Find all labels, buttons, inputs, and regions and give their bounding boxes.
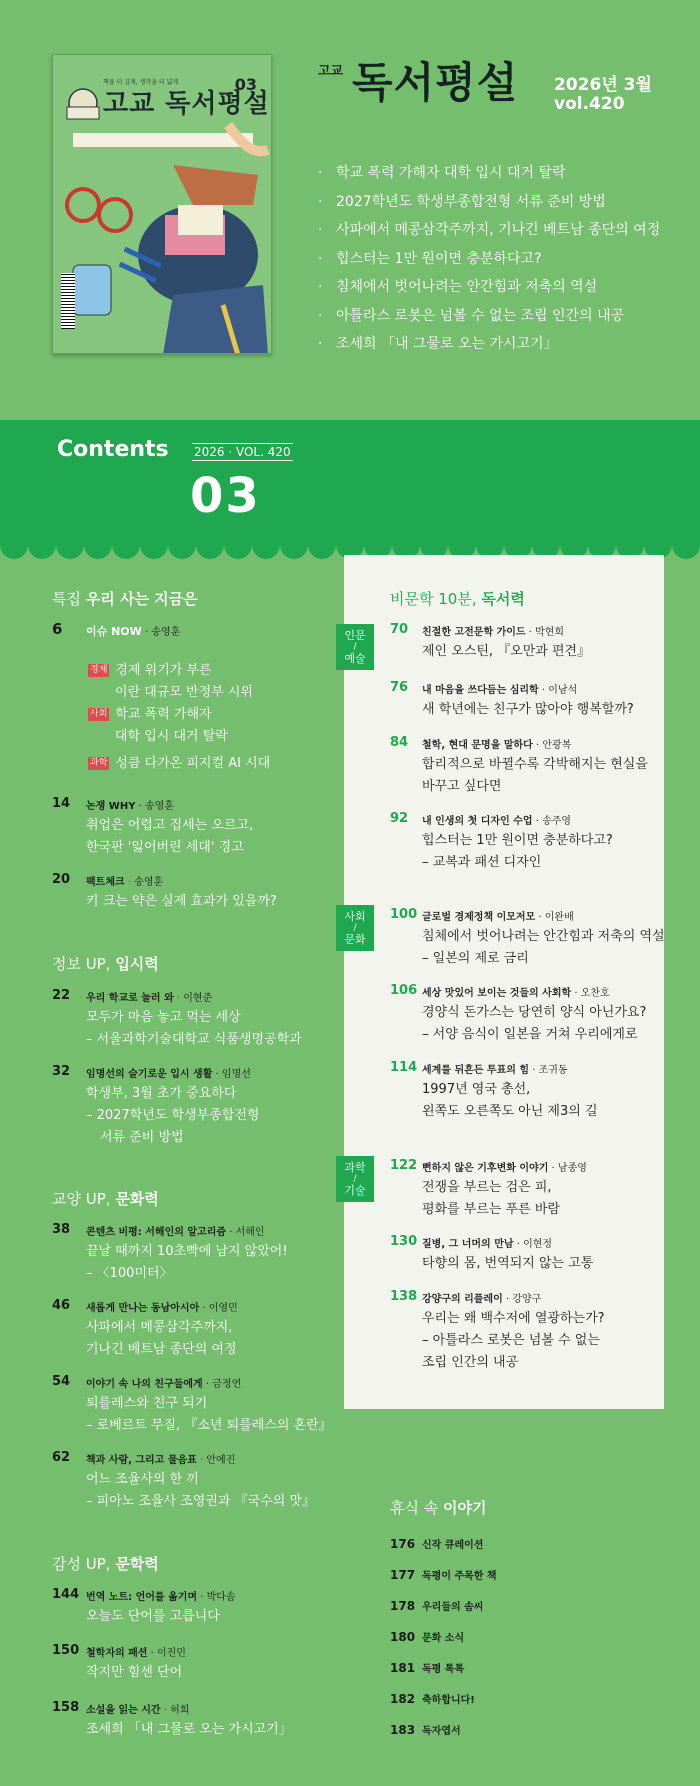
column-label: 뻔하지 않은 기후변화 이야기 · 남종영 [422, 1163, 587, 1174]
column-label: 철학, 현대 문명을 말하다 · 안광복 [422, 740, 572, 751]
magazine-cover-image [52, 54, 272, 354]
column-label: 소설을 읽는 시간 · 허희 [86, 1705, 190, 1716]
page-number: 62 [52, 1450, 71, 1465]
column-label: 내 마음을 쓰다듬는 심리학 · 이남석 [422, 685, 578, 696]
cover-number: 03 [234, 75, 257, 94]
headline-item[interactable]: · 힙스터는 1만 원이면 충분하다고? [318, 250, 542, 267]
page-number: 76 [390, 680, 409, 695]
column-label: 세상 맛있어 보이는 것들의 사회학 · 오찬호 [422, 988, 610, 999]
section-title-rest: 휴식 속 이야기 [390, 1499, 487, 1517]
column-label: 콘텐츠 비평: 서해인의 알고리즘 · 서해인 [86, 1227, 265, 1238]
article-title: 퇴를레스와 친구 되기 – 로베르트 무질, 『소년 퇴를레스의 혼란』 [86, 1396, 332, 1433]
contents-volume: 2026 · VOL. 420 [194, 445, 291, 459]
contents-number: 03 [190, 468, 261, 524]
tag-item-line: 대학 입시 대거 탈락 [115, 729, 228, 744]
tag-item[interactable]: 사회 학교 폭력 가해자 [90, 707, 212, 722]
page-number: 54 [52, 1374, 71, 1389]
tag-badge: 사회 [90, 709, 108, 719]
page-number: 20 [52, 872, 71, 887]
column-label: 내 인생의 첫 디자인 수업 · 송주영 [422, 816, 572, 827]
cover-title: 고교 독서평설 [103, 89, 270, 119]
barcode [61, 273, 75, 329]
rest-item[interactable]: 180 문화 소식 [390, 1630, 465, 1644]
contents-label: Contents [57, 437, 169, 462]
article-title: 사파에서 메콩삼각주까지, 기나긴 베트남 종단의 여정 [86, 1320, 237, 1357]
category-tab-science: 과학 / 기술 [336, 1156, 374, 1202]
page-number: 158 [52, 1700, 80, 1715]
article-title: 작지만 힘센 단어 [86, 1665, 183, 1680]
brand-title: 독서평설 [352, 58, 519, 107]
article-title: 전쟁을 부르는 검은 피, 평화를 부르는 푸른 바람 [422, 1180, 560, 1217]
tag-item-line: 이란 대규모 반정부 시위 [115, 685, 253, 700]
column-label: 이야기 속 나의 친구들에게 · 금정연 [86, 1379, 242, 1390]
rest-item[interactable]: 176 신작 큐레이션 [390, 1537, 484, 1551]
rest-item[interactable]: 178 우리들의 솜씨 [390, 1599, 484, 1613]
page-number: 92 [390, 811, 409, 826]
page-number: 150 [52, 1643, 80, 1658]
article-title: 키 크는 약은 실제 효과가 있을까? [86, 894, 277, 909]
rest-item[interactable]: 183 독자엽서 [390, 1723, 461, 1737]
article-title: 우리는 왜 백수저에 열광하는가? – 아틀라스 로봇은 넘볼 수 없는 조립 인간의 내공 [422, 1311, 605, 1370]
page-number: 84 [390, 735, 409, 750]
column-label: 친절한 고전문학 가이드 · 박현희 [422, 627, 565, 638]
article-title: 조세희 「내 그물로 오는 가시고기」 [86, 1722, 292, 1737]
page-number: 22 [52, 988, 71, 1003]
section-title-literature: 감성 UP, 문학력 [52, 1555, 159, 1573]
column-label: 세계를 뒤흔든 투표의 힘 · 조귀동 [422, 1065, 568, 1076]
headline-item[interactable]: · 침체에서 벗어나려는 안간힘과 저축의 역설 [318, 279, 598, 295]
column-label: 글로벌 경제정책 이모저모 · 이완배 [422, 912, 574, 923]
article-title: 제인 오스틴, 『오만과 편견』 [422, 644, 591, 659]
headline-list [318, 162, 660, 362]
headline-item[interactable]: · 조세희 「내 그물로 오는 가시고기」 [318, 336, 558, 352]
article-title: 학생부, 3월 초가 중요하다 – 2027학년도 학생부종합전형 서류 준비 방법 [86, 1086, 260, 1145]
article-title: 끝날 때까지 10초빡에 남지 않았어! – 〈100미터〉 [86, 1244, 288, 1281]
column-label: 철학자의 패션 · 이진민 [86, 1648, 186, 1659]
article-title: 타향의 몸, 번역되지 않는 고통 [422, 1256, 594, 1271]
article-title: 경양식 돈가스는 당연히 양식 아닌가요? – 서양 음식이 일본을 거쳐 우리에게로 [422, 1005, 647, 1042]
issue-tag-list [88, 660, 270, 775]
section-title-nonfiction: 비문학 10분, 독서력 [390, 590, 525, 608]
page-number: 122 [390, 1158, 418, 1173]
article-title: 1997년 영국 총선, 왼쪽도 오른쪽도 아닌 제3의 길 [422, 1082, 598, 1119]
page-number: 32 [52, 1064, 71, 1079]
column-label: 번역 노트: 언어를 옮기며 · 박다솜 [86, 1592, 236, 1603]
rest-item[interactable]: 182 축하합니다! [390, 1692, 475, 1706]
headline-item[interactable]: · 학교 폭력 가해자 대학 입시 대거 탈락 [318, 165, 566, 181]
headline-item[interactable]: · 사파에서 메콩삼각주까지, 기나긴 베트남 종단의 여정 [318, 222, 661, 238]
column-label: 우리 학교로 놀러 와 · 이현준 [86, 993, 213, 1004]
issue-volume: vol.420 [554, 94, 625, 114]
tag-badge: 과학 [90, 758, 108, 768]
rest-item[interactable]: 177 독평이 주목한 책 [390, 1568, 497, 1582]
column-label: 강양구의 리플레이 · 강양구 [422, 1294, 542, 1305]
rest-item[interactable]: 181 독평 톡톡 [390, 1661, 465, 1675]
page-number: 100 [390, 907, 418, 922]
cover-tagline: 책을 더 깊게, 생각을 더 넓게 [103, 79, 179, 86]
issue-date: 2026년 3월 [554, 75, 652, 95]
headline-item[interactable]: · 아틀라스 로봇은 넘볼 수 없는 조립 인간의 내공 [318, 307, 625, 324]
column-label: 이슈 NOW · 송영훈 [86, 625, 181, 638]
column-label: 팩트체크 · 송영훈 [86, 877, 164, 888]
tag-badge: 경제 [90, 665, 108, 675]
article-title: 오늘도 단어를 고릅니다 [86, 1609, 220, 1624]
article-title: 침체에서 벗어나려는 안간힘과 저축의 역설 – 일본의 제로 금리 [422, 929, 665, 966]
article-title: 합리적으로 바뀔수록 각박해지는 현실을 바꾸고 싶다면 [422, 757, 648, 794]
page-number: 14 [52, 796, 71, 811]
category-tab-humanities: 인문 / 예술 [336, 624, 374, 670]
section-title-culture: 교양 UP, 문화력 [52, 1190, 159, 1208]
column-label: 질병, 그 너머의 만남 · 이현정 [422, 1239, 553, 1250]
column-label: 논쟁 WHY · 송영훈 [86, 801, 174, 812]
article-title: 모두가 마음 놓고 먹는 세상 – 서울과학기술대학교 식품생명공학과 [86, 1010, 302, 1047]
category-tab-society: 사회 / 문화 [336, 905, 374, 951]
page-number: 38 [52, 1222, 71, 1237]
article-title: 힙스터는 1만 원이면 충분하다고? – 교복과 패션 디자인 [422, 833, 613, 870]
article-title: 새 학년에는 친구가 많아야 행복할까? [422, 702, 634, 717]
section-title-info: 정보 UP, 입시력 [52, 955, 159, 973]
section-title-special: 특집 우리 사는 지금은 [52, 590, 198, 608]
page-number: 144 [52, 1587, 80, 1602]
article-title: 어느 조율사의 한 끼 – 피아노 조율사 조영권과 『국수의 맛』 [86, 1472, 315, 1509]
tag-item[interactable]: 경제 경제 위기가 부른 [90, 663, 212, 678]
column-label: 책과 사람, 그리고 물음표 · 안예진 [86, 1455, 236, 1466]
page-number: 70 [390, 622, 409, 637]
page-number: 138 [390, 1289, 418, 1304]
brand-prefix: 고교 [318, 64, 344, 79]
page-number: 130 [390, 1234, 418, 1249]
page-number: 46 [52, 1298, 71, 1313]
tag-item[interactable]: 과학 성큼 다가온 피지컬 AI 시대 [90, 756, 271, 771]
page-number: 106 [390, 983, 418, 998]
page-number: 6 [52, 620, 63, 638]
column-label: 임명선의 슬기로운 입시 생활 · 임명선 [86, 1069, 251, 1080]
column-label: 새롭게 만나는 동남아시아 · 이영민 [86, 1303, 238, 1314]
article-title: 취업은 어렵고 집세는 오르고, 한국판 '잃어버린 세대' 경고 [86, 818, 254, 855]
page-number: 114 [390, 1060, 418, 1075]
headline-item[interactable]: · 2027학년도 학생부종합전형 서류 준비 방법 [318, 193, 606, 210]
